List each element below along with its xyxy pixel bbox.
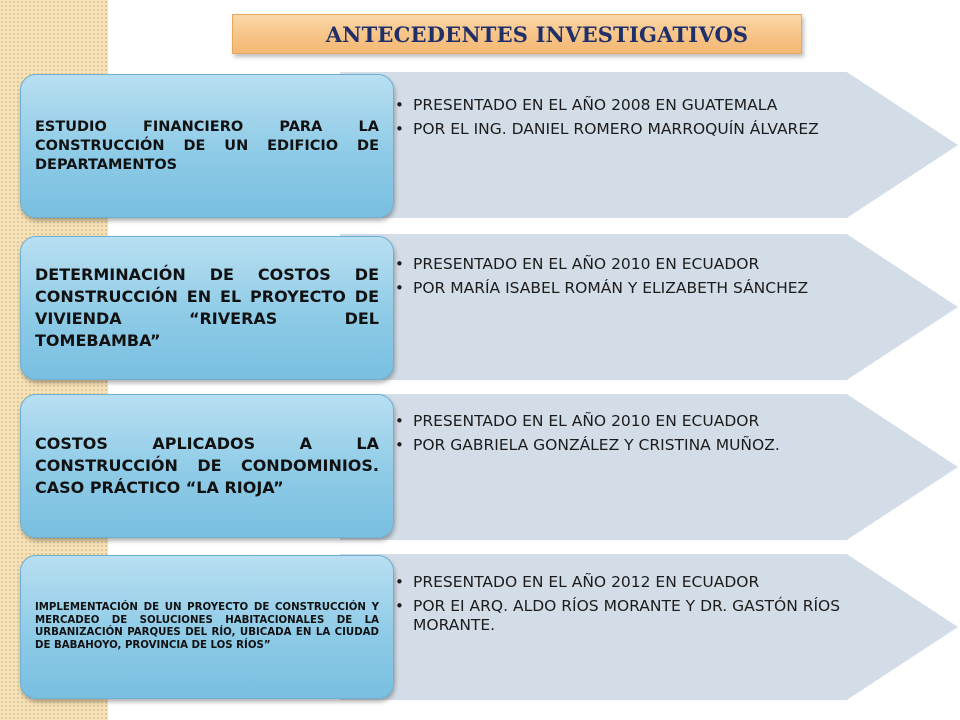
bullet-item: • PRESENTADO EN EL AÑO 2010 EN ECUADOR	[395, 255, 895, 274]
page-title: ANTECEDENTES INVESTIGATIVOS	[325, 21, 749, 47]
study-title: ESTUDIO FINANCIERO PARA LA CONSTRUCCIÓN DE UN EDIFICIO DE DEPARTAMENTOS	[35, 118, 379, 173]
bullet-list-4	[395, 573, 895, 640]
bullet-item: • PRESENTADO EN EL AÑO 2012 EN ECUADOR	[395, 573, 895, 592]
study-card-2	[20, 236, 394, 380]
study-card-3	[20, 394, 394, 538]
study-title: COSTOS APLICADOS A LA CONSTRUCCIÓN DE CONDOMINIOS. CASO PRÁCTICO “LA RIOJA”	[35, 434, 379, 497]
bullet-item: • PRESENTADO EN EL AÑO 2008 EN GUATEMALA	[395, 96, 895, 115]
title-banner	[232, 14, 802, 54]
bullet-item: • POR GABRIELA GONZÁLEZ Y CRISTINA MUÑOZ.	[395, 436, 895, 455]
study-title: IMPLEMENTACIÓN DE UN PROYECTO DE CONSTRUCCIÓN Y MERCADEO DE SOLUCIONES HABITACIONALES DE LA URBANIZACIÓN PARQUES DEL RÍO, UBICADA EN LA CIUDAD DE BABAHOYO, PROVINCIA DE LOS RÍOS”	[35, 602, 379, 651]
bullet-item: • POR MARÍA ISABEL ROMÁN Y ELIZABETH SÁNCHEZ	[395, 279, 895, 298]
bullet-list-1	[395, 96, 895, 144]
study-card-4	[20, 555, 394, 699]
study-title: DETERMINACIÓN DE COSTOS DE CONSTRUCCIÓN EN EL PROYECTO DE VIVIENDA “RIVERAS DEL TOMEBAMBA”	[35, 265, 379, 350]
bullet-item: • PRESENTADO EN EL AÑO 2010 EN ECUADOR	[395, 412, 895, 431]
bullet-list-3	[395, 412, 895, 460]
arrow-panel-1	[340, 72, 958, 218]
study-card-1	[20, 74, 394, 218]
bullet-item: • POR EL ING. DANIEL ROMERO MARROQUÍN ÁLVAREZ	[395, 120, 895, 139]
bullet-item: • POR EI ARQ. ALDO RÍOS MORANTE Y DR. GASTÓN RÍOS MORANTE.	[395, 597, 895, 635]
bullet-list-2	[395, 255, 895, 303]
